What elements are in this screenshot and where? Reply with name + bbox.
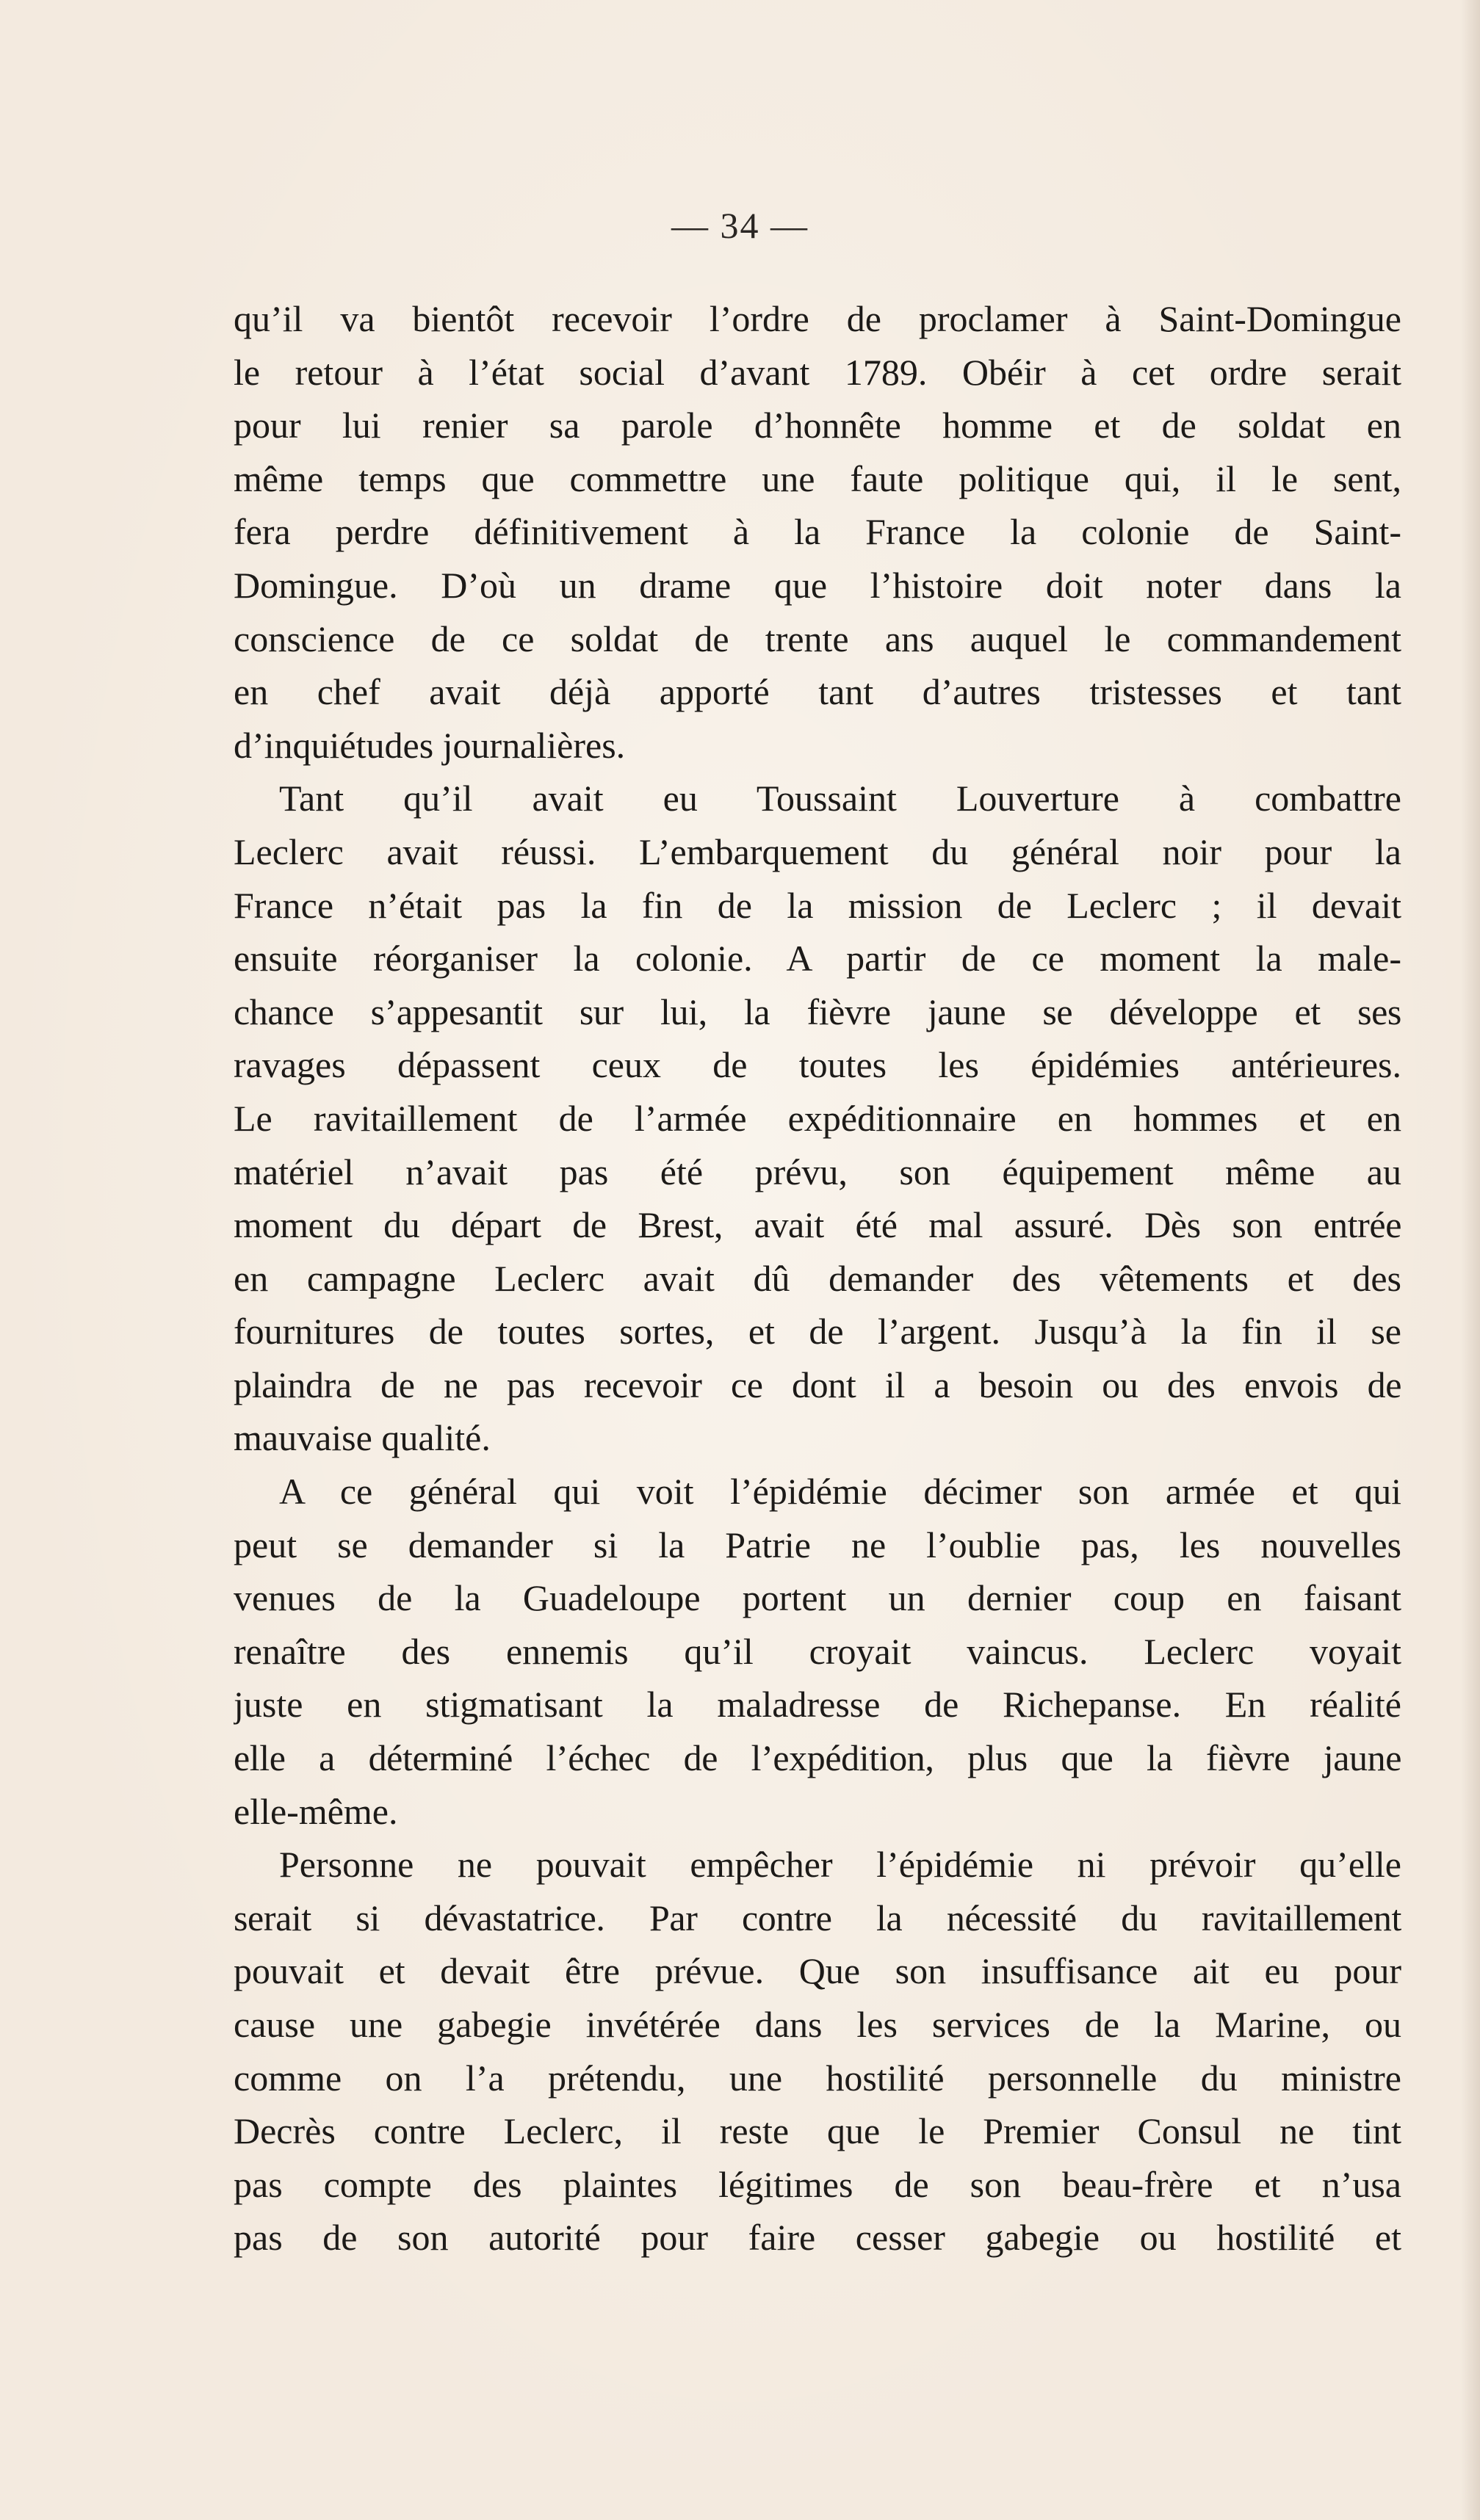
page-edge-shadow <box>1461 0 1480 2520</box>
text-line: venues de la Guadeloupe portent un dernier coup en faisant <box>234 1577 1401 1619</box>
text-line: cause une gabegie invétérée dans les services de la Marine, ou <box>234 2004 1401 2045</box>
page-number: — 34 — <box>671 205 809 246</box>
text-line: renaître des ennemis qu’il croyait vaincus. Leclerc voyait <box>234 1630 1401 1672</box>
text-line: en chef avait déjà apporté tant d’autres tristesses et tant <box>234 671 1401 713</box>
text-line: Decrès contre Leclerc, il reste que le Premier Consul ne tint <box>234 2110 1401 2152</box>
text-line: même temps que commettre une faute politique qui, il le sent, <box>234 457 1401 499</box>
text-line: pour lui renier sa parole d’honnête homme et de soldat en <box>234 405 1401 446</box>
body-text <box>234 292 1401 2264</box>
text-line: peut se demander si la Patrie ne l’oublie pas, les nouvelles <box>234 1524 1401 1565</box>
text-line: Leclerc avait réussi. L’embarquement du général noir pour la <box>234 830 1401 872</box>
text-line: France n’était pas la fin de la mission de Leclerc ; il devait <box>234 884 1401 926</box>
text-line: Domingue. D’où un drame que l’histoire doit noter dans la <box>234 564 1401 606</box>
text-line: elle-même. <box>234 1790 398 1832</box>
text-line: plaindra de ne pas recevoir ce dont il a besoin ou des envois de <box>234 1364 1401 1405</box>
text-line: qu’il va bientôt recevoir l’ordre de proclamer à Saint-Domingue <box>234 298 1401 339</box>
paragraph-start-line: A ce général qui voit l’épidémie décimer son armée et qui <box>279 1471 1401 1513</box>
text-line: mauvaise qualité. <box>234 1417 491 1459</box>
text-line: matériel n’avait pas été prévu, son équipement même au <box>234 1151 1401 1192</box>
text-line: d’inquiétudes journalières. <box>234 724 626 766</box>
text-line: le retour à l’état social d’avant 1789. Obéir à cet ordre serait <box>234 351 1401 393</box>
text-line: elle a déterminé l’échec de l’expédition, plus que la fièvre jaune <box>234 1737 1401 1779</box>
text-line: chance s’appesantit sur lui, la fièvre jaune se développe et ses <box>234 991 1401 1032</box>
text-line: ensuite réorganiser la colonie. A partir de ce moment la male- <box>234 938 1401 980</box>
text-line: pas compte des plaintes légitimes de son beau-frère et n’usa <box>234 2163 1401 2205</box>
text-line: ravages dépassent ceux de toutes les épidémies antérieures. <box>234 1044 1401 1086</box>
text-line: en campagne Leclerc avait dû demander des vêtements et des <box>234 1257 1401 1299</box>
text-line: pouvait et devait être prévue. Que son insuffisance ait eu pour <box>234 1950 1401 1992</box>
text-line: pas de son autorité pour faire cesser gabegie ou hostilité et <box>234 2217 1401 2259</box>
text-line: moment du départ de Brest, avait été mal assuré. Dès son entrée <box>234 1204 1401 1246</box>
text-line: conscience de ce soldat de trente ans auquel le commandement <box>234 618 1401 659</box>
paragraph-start-line: Tant qu’il avait eu Toussaint Louverture à combattre <box>279 778 1401 819</box>
text-line: serait si dévastatrice. Par contre la nécessité du ravitaillement <box>234 1897 1401 1938</box>
text-line: comme on l’a prétendu, une hostilité personnelle du ministre <box>234 2057 1401 2099</box>
text-line: Le ravitaillement de l’armée expéditionnaire en hommes et en <box>234 1097 1401 1139</box>
paragraph-start-line: Personne ne pouvait empêcher l’épidémie ni prévoir qu’elle <box>279 1844 1401 1886</box>
text-line: juste en stigmatisant la maladresse de Richepanse. En réalité <box>234 1684 1401 1726</box>
text-line: fera perdre définitivement à la France la colonie de Saint- <box>234 511 1401 553</box>
text-line: fournitures de toutes sortes, et de l’argent. Jusqu’à la fin il se <box>234 1311 1401 1353</box>
